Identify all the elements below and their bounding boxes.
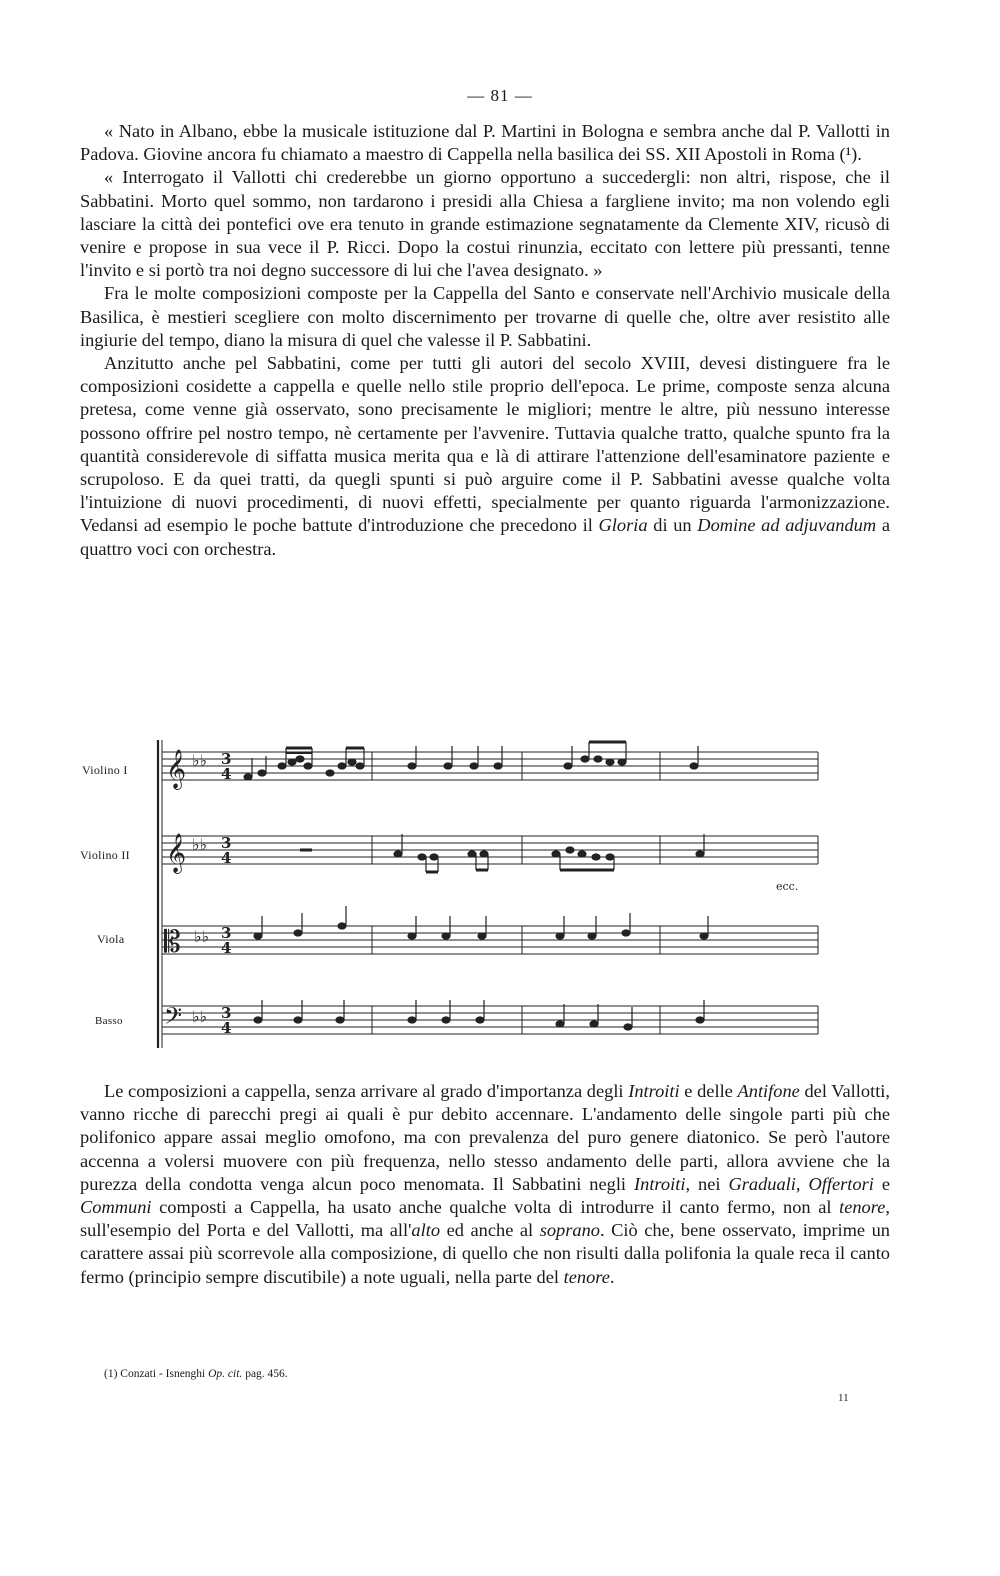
italic-term: Offertori <box>808 1173 874 1194</box>
text-run: ed anche al <box>440 1220 540 1241</box>
italic-term: Introiti <box>628 1081 680 1101</box>
time-sig-top-viola: 3 <box>221 924 232 942</box>
paragraph-nato: « Nato in Albano, ebbe la musicale istituzione dal P. Martini in Bologna e sembra anche dal P. Vallotti in Padova. Giovine ancora fu chiamato a maestro di Cappella nella basilica dei SS. XII Apostoli in Roma (¹). <box>80 121 890 165</box>
treble-clef-icon: 𝄞 <box>166 833 187 873</box>
text-run: del Vallotti, vanno ricche di parecchi pregi ai quali è pur debito accennare. L'andamento delle singole parti più che polifonico appare assai meglio omofono, ma con prevalenza del puro genere diatonico. Se però l'autore accenna a volersi muovere con più frequenza, nello stesso andamento delle parti, allora avviene che la purezza della condotta venga alcun poco menomata. Il Sabbatini negli <box>80 1081 891 1194</box>
notes-violino-2 <box>300 834 704 872</box>
alto-clef-icon: 𝄡 <box>164 925 181 960</box>
time-sig-bottom-basso: 4 <box>221 1019 232 1037</box>
italic-term: soprano <box>539 1220 600 1241</box>
paragraph-anzitutto-mid: di un <box>647 515 698 536</box>
text-run: Le composizioni a cappella, senza arrivare al grado d'importanza degli <box>104 1081 629 1101</box>
text-run: . <box>609 1266 615 1287</box>
staff-label-violino-1: Violino I <box>82 763 128 777</box>
notes <box>244 742 708 1030</box>
text-run: , sull'esempio del Porta e del Vallotti, ma all' <box>80 1197 890 1241</box>
paragraph-anzitutto <box>80 352 890 561</box>
footnote <box>104 1368 288 1380</box>
lower-text-block <box>80 1080 890 1289</box>
staff-violino-2 <box>162 836 818 864</box>
score-svg <box>0 730 1000 1060</box>
footnote-prefix: (1) Conzati - Isnenghi <box>104 1368 209 1380</box>
staff-label-basso: Basso <box>95 1015 123 1027</box>
italic-term: Graduali <box>728 1173 796 1194</box>
time-sig-top-basso: 3 <box>221 1004 232 1022</box>
staff-viola <box>162 926 818 954</box>
paragraph-composizioni: Fra le molte composizioni composte per la Cappella del Santo e conservate nell'Archivio musicale della Basilica, è mestieri scegliere con molto discernimento per trovarne di quelle che, oltre aver resistito alle ingiurie del tempo, diano la misura di quel che valesse il P. Sabbatini. <box>80 283 890 350</box>
notes-viola <box>254 906 708 939</box>
bass-clef-icon: 𝄢 <box>164 1002 183 1035</box>
text-run: . Ciò che, bene osservato, imprime un carattere assai più scorrevole alla composizione, di quello che non risulti dalla polifonia la quale reca il canto fermo (principio sempre discutibile) a note uguali, nella parte del <box>80 1220 890 1287</box>
italic-term: alto <box>411 1220 441 1241</box>
italic-term: Communi <box>80 1197 152 1218</box>
key-signature-viola: ♭♭ <box>194 927 210 946</box>
key-signature-violino-1: ♭♭ <box>192 751 208 770</box>
text-run: e <box>873 1173 890 1194</box>
text-run: , <box>795 1173 809 1194</box>
upper-text-block <box>80 120 890 561</box>
time-sig-bottom-violino-1: 4 <box>221 765 232 783</box>
paragraph-anzitutto-end: a quattro voci con orchestra. <box>80 515 890 559</box>
time-sig-bottom-viola: 4 <box>221 939 232 957</box>
barlines <box>372 752 818 1034</box>
footnote-suffix: pag. 456. <box>242 1368 288 1380</box>
page-number: — 81 — <box>467 86 533 105</box>
text-run: e delle <box>679 1081 738 1101</box>
signature-mark: 11 <box>838 1392 849 1404</box>
staff-label-viola: Viola <box>97 932 125 946</box>
notes-violino-1 <box>244 742 698 780</box>
key-signature-basso: ♭♭ <box>192 1007 208 1026</box>
time-sig-top-violino-2: 3 <box>221 834 232 852</box>
paragraph-composizioni-cappella <box>80 1080 890 1289</box>
work-title-gloria: Gloria <box>598 515 648 536</box>
work-title-domine: Domine ad adjuvandum <box>697 515 877 536</box>
notes-basso <box>254 1000 704 1030</box>
paragraph-anzitutto-text: Anzitutto anche pel Sabbatini, come per tutti gli autori del secolo XVIII, devesi distinguere fra le composizioni cosidette a cappella e quelle nello stile proprio dell'epoca. Le prime, composte senza alcuna pretesa, come venne già osservato, sono precisamente le migliori; mentre le altre, più nessuno interesse possono offrire pel nostro tempo, nè certamente per l'avvenire. Tuttavia qualche tratto, qualche spunto fra la quantità considerevole di siffatta musica merita qua e là di attirare l'attenzione dell'esaminatore paziente e scrupoloso. E da quei tratti, da quegli spunti si può arguire come il P. Sabbatini avesse qualche volta l'intuizione di nuovi procedimenti, di nuovi effetti, specialmente per quanto riguarda l'armonizzazione. Vedansi ad esempio le poche battute d'introduzione che precedono il <box>80 353 890 536</box>
footnote-work: Op. cit. <box>208 1368 243 1380</box>
score-ending-mark: ecc. <box>776 880 799 893</box>
italic-term: tenore <box>563 1266 610 1287</box>
italic-term: tenore <box>839 1197 886 1218</box>
time-sig-bottom-violino-2: 4 <box>221 849 232 867</box>
time-sig-top-violino-1: 3 <box>221 750 232 768</box>
italic-term: Introiti <box>634 1173 686 1194</box>
text-run: composti a Cappella, ha usato anche qualche volta di introdurre il canto fermo, non al <box>151 1197 840 1218</box>
staff-label-violino-2: Violino II <box>80 848 130 862</box>
italic-term: Antifone <box>737 1081 800 1101</box>
paragraph-interrogato: « Interrogato il Vallotti chi crederebbe un giorno opportuno a succedergli: non altri, rispose, che il Sabbatini. Morto quel sommo, non tardarono i presidi alla Chiesa a fargliene invito; ma non volendo egli lasciare la città dei pontefici ove era tenuto in grande estimazione segnatamente da Clemente XIV, ricusò di venire e propose in sua vece il P. Ricci. Dopo la costui rinunzia, eccitato con lettere più pressanti, tenne l'invito e si portò tra noi degno successore di lui che l'avea designato. » <box>80 167 890 281</box>
treble-clef-icon: 𝄞 <box>166 749 187 789</box>
text-run: , nei <box>685 1173 729 1194</box>
key-signature-violino-2: ♭♭ <box>192 835 208 854</box>
music-score-example <box>0 730 1000 1060</box>
